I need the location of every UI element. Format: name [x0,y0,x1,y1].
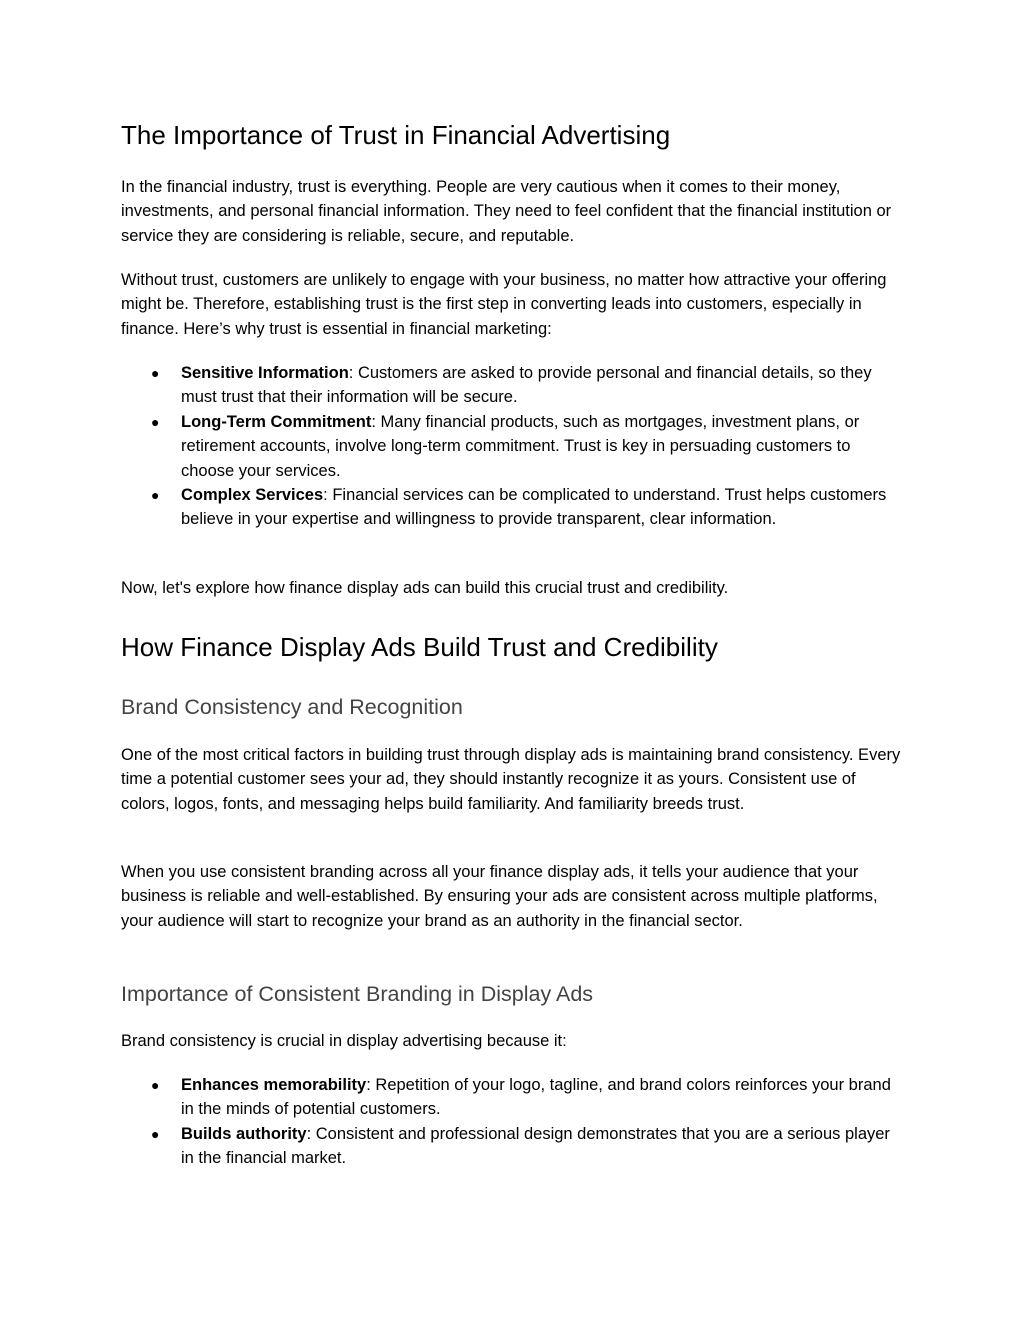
list-item-text: : Financial services can be complicated to understand. Trust helps customers believe in your expertise and willingness to provide transparent, clear information. [181,486,887,529]
paragraph-without-trust: Without trust, customers are unlikely to engage with your business, no matter how attractive your offering might be. Therefore, establishing trust is the first step in converting leads into customers, especially in finance. Here’s why trust is essential in financial marketing: [121,271,887,338]
branding-benefits-list [121,1073,906,1171]
list-item-term: Enhances memorability [181,1076,367,1094]
heading-importance-of-trust: The Importance of Trust in Financial Advertising [121,120,671,150]
paragraph-intro: In the financial industry, trust is everything. People are very cautious when it comes to their money, investments, and personal financial information. They need to feel confident that the financial institution or service they are considering is reliable, secure, and reputable. [121,178,892,245]
list-item-text: : Many financial products, such as mortgages, investment plans, or retirement accounts, involve long-term commitment. Trust is key in persuading customers to choose your services. [181,412,860,480]
bullet-icon: ● [151,365,160,381]
bullet-icon: ● [151,487,160,504]
paragraph-brand-crucial: Brand consistency is crucial in display advertising because it: [121,1032,567,1050]
subheading-importance-of-branding: Importance of Consistent Branding in Display Ads [121,982,594,1006]
list-item-term: Builds authority [181,1124,307,1143]
list-item [121,483,906,532]
trust-reasons-list [121,361,906,532]
list-item-text: : Repetition of your logo, tagline, and brand colors reinforces your brand in the minds of potential customers. [181,1076,891,1119]
bullet-icon: ● [151,1077,160,1093]
paragraph-transition: Now, let's explore how finance display ads can build this crucial trust and credibility. [121,579,729,597]
list-item [121,1122,906,1171]
list-item-text: : Customers are asked to provide personal and financial details, so they must trust that their information will be secure. [181,364,872,407]
heading-how-ads-build-trust: How Finance Display Ads Build Trust and Credibility [121,632,718,662]
list-item [121,410,906,483]
paragraph-brand-consistency: One of the most critical factors in building trust through display ads is maintaining brand consistency. Every time a potential customer sees your ad, they should instantly recognize it as yours. Consistent use of colors, logos, fonts, and messaging helps build familiarity. And familiarity breeds trust. [121,746,901,813]
list-item-text: : Consistent and professional design demonstrates that you are a serious player in the financial market. [181,1124,890,1168]
list-item-term: Sensitive Information [181,364,349,382]
list-item [121,361,906,410]
subheading-brand-consistency: Brand Consistency and Recognition [121,695,463,719]
bullet-icon: ● [151,1125,160,1142]
paragraph-consistent-branding: When you use consistent branding across all your finance display ads, it tells your audience that your business is reliable and well-established. By ensuring your ads are consistent across multiple platforms, your audience will start to recognize your brand as an authority in the financial sector. [121,863,878,930]
list-item [121,1073,906,1122]
list-item-term: Long-Term Commitment [181,412,372,431]
list-item-term: Complex Services [181,486,324,505]
bullet-icon: ● [151,413,160,430]
